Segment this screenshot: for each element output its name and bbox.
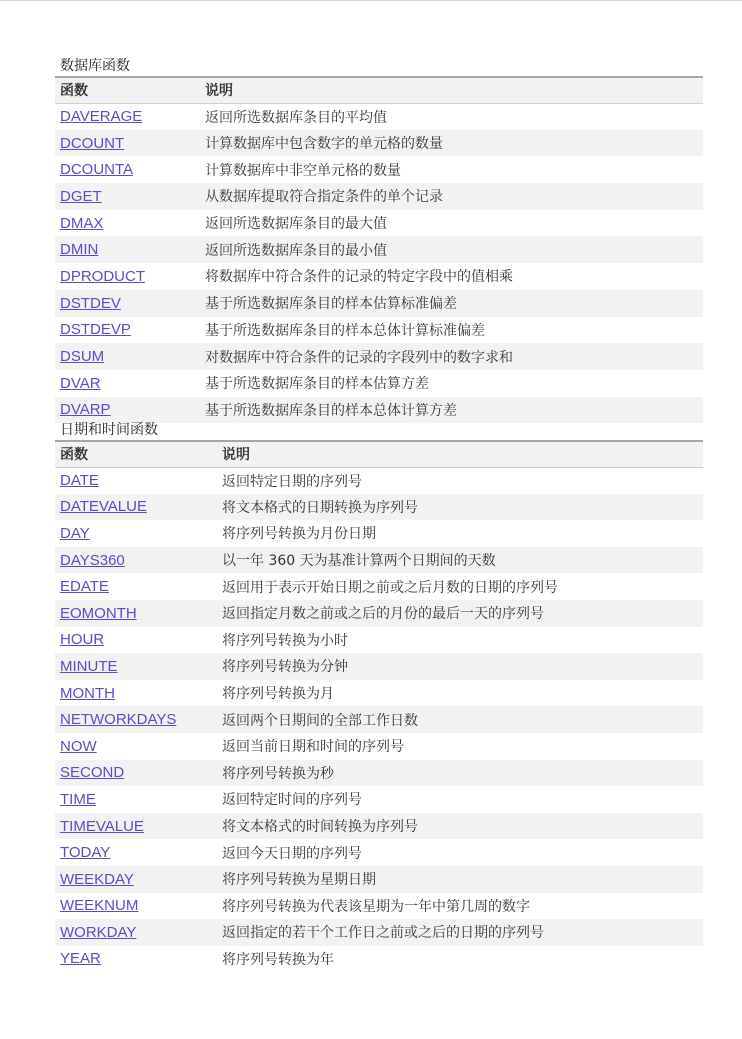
table-row: [55, 183, 703, 210]
function-description: 将序列号转换为月: [222, 686, 334, 703]
function-name-cell: [55, 103, 200, 130]
function-description: 计算数据库中非空单元格的数量: [205, 162, 401, 179]
function-description: 返回指定月数之前或之后的月份的最后一天的序列号: [217, 600, 703, 627]
function-description: 基于所选数据库条目的样本总体计算方差: [200, 397, 703, 424]
function-name-cell: [55, 547, 217, 574]
function-link-time[interactable]: TIME: [60, 790, 96, 808]
function-link-date[interactable]: DATE: [60, 472, 99, 490]
function-link-dmin[interactable]: DMIN: [60, 241, 99, 259]
function-description: 将文本格式的日期转换为序列号: [217, 494, 703, 521]
function-link-weekday[interactable]: WEEKDAY: [60, 870, 134, 888]
function-description: 返回两个日期间的全部工作日数: [217, 706, 703, 733]
function-link-timevalue[interactable]: TIMEVALUE: [60, 817, 144, 835]
column-header-description: 说明: [217, 441, 703, 467]
function-link-dcounta[interactable]: DCOUNTA: [60, 161, 134, 179]
function-name-cell: [55, 317, 200, 344]
function-link-dvar[interactable]: DVAR: [60, 374, 101, 392]
column-header-function: 函数: [55, 77, 200, 103]
section-title-database: 数据库函数: [60, 58, 130, 74]
function-link-days360[interactable]: DAYS360: [60, 551, 125, 569]
function-link-eomonth[interactable]: EOMONTH: [60, 604, 137, 622]
function-name-cell: [55, 263, 200, 290]
function-description: 返回所选数据库条目的最小值: [200, 236, 703, 263]
function-link-dsum[interactable]: DSUM: [60, 348, 105, 366]
function-name-cell: [55, 813, 217, 840]
function-link-now[interactable]: NOW: [60, 737, 97, 755]
function-description: 将序列号转换为年: [222, 951, 334, 968]
database-functions-table: [55, 76, 703, 423]
function-name-cell: [55, 370, 200, 397]
table-row: [55, 236, 703, 263]
column-header-description: 说明: [200, 77, 703, 103]
function-description: 返回用于表示开始日期之前或之后月数的日期的序列号: [222, 579, 558, 596]
function-name-cell: [55, 210, 200, 237]
table-row: [55, 706, 703, 733]
table-row: [55, 760, 703, 787]
function-description: 计算数据库中包含数字的单元格的数量: [200, 130, 703, 157]
function-link-networkdays[interactable]: NETWORKDAYS: [60, 711, 177, 729]
table-row: [55, 573, 703, 600]
table-row: [55, 156, 703, 183]
function-name-cell: [55, 839, 217, 866]
function-name-cell: [55, 919, 217, 946]
datetime-functions-body: [55, 467, 703, 972]
function-name-cell: [55, 760, 217, 787]
table-row: [55, 946, 703, 973]
table-row: [55, 627, 703, 654]
function-description: 返回当前日期和时间的序列号: [222, 739, 404, 756]
table-row: [55, 210, 703, 237]
function-link-dproduct[interactable]: DPRODUCT: [60, 267, 145, 285]
table-row: [55, 290, 703, 317]
function-description: 对数据库中符合条件的记录的字段列中的数字求和: [200, 343, 703, 370]
function-link-year[interactable]: YEAR: [60, 950, 101, 968]
table-row: [55, 343, 703, 370]
function-name-cell: [55, 494, 217, 521]
table-row: [55, 866, 703, 893]
table-header-row: [55, 77, 703, 103]
database-functions-body: [55, 103, 703, 423]
function-name-cell: [55, 236, 200, 263]
function-description: 将序列号转换为分钟: [217, 653, 703, 680]
function-link-hour[interactable]: HOUR: [60, 631, 105, 649]
datetime-functions-table: [55, 440, 703, 972]
function-description: 返回特定日期的序列号: [222, 473, 362, 490]
table-header-row: [55, 441, 703, 467]
function-name-cell: [55, 156, 200, 183]
function-description: 返回所选数据库条目的平均值: [205, 109, 387, 126]
table-row: [55, 813, 703, 840]
function-name-cell: [55, 130, 200, 157]
function-description: 以一年 360 天为基准计算两个日期间的天数: [217, 547, 703, 574]
function-description: 将文本格式的时间转换为序列号: [217, 813, 703, 840]
function-link-dcount[interactable]: DCOUNT: [60, 134, 125, 152]
function-link-day[interactable]: DAY: [60, 524, 90, 542]
function-name-cell: [55, 733, 217, 760]
function-description: 将序列号转换为月份日期: [222, 526, 376, 543]
table-row: [55, 370, 703, 397]
table-row: [55, 919, 703, 946]
function-link-dvarp[interactable]: DVARP: [60, 401, 111, 419]
table-row: [55, 103, 703, 130]
table-row: [55, 653, 703, 680]
table-row: [55, 130, 703, 157]
section-title-datetime: 日期和时间函数: [60, 422, 158, 438]
function-description: 基于所选数据库条目的样本估算标准偏差: [200, 290, 703, 317]
table-row: [55, 520, 703, 547]
table-row: [55, 786, 703, 813]
function-name-cell: [55, 866, 217, 893]
column-header-function: 函数: [55, 441, 217, 467]
function-description: 返回今天日期的序列号: [222, 845, 362, 862]
function-description: 将数据库中符合条件的记录的特定字段中的值相乘: [205, 269, 513, 286]
function-link-today[interactable]: TODAY: [60, 844, 111, 862]
function-name-cell: [55, 680, 217, 707]
page-top-divider: [0, 0, 742, 1]
function-link-minute[interactable]: MINUTE: [60, 657, 118, 675]
function-name-cell: [55, 183, 200, 210]
function-name-cell: [55, 893, 217, 920]
function-description: 将序列号转换为秒: [217, 760, 703, 787]
function-name-cell: [55, 627, 217, 654]
table-row: [55, 494, 703, 521]
function-link-month[interactable]: MONTH: [60, 684, 115, 702]
function-link-datevalue[interactable]: DATEVALUE: [60, 498, 147, 516]
function-description: 返回特定时间的序列号: [222, 792, 362, 809]
function-name-cell: [55, 600, 217, 627]
function-name-cell: [55, 946, 217, 973]
function-link-dmax[interactable]: DMAX: [60, 214, 104, 232]
table-row: [55, 893, 703, 920]
function-description: 将序列号转换为星期日期: [217, 866, 703, 893]
table-row: [55, 263, 703, 290]
table-row: [55, 547, 703, 574]
function-name-cell: [55, 290, 200, 317]
table-row: [55, 839, 703, 866]
table-row: [55, 317, 703, 344]
function-link-weeknum[interactable]: WEEKNUM: [60, 897, 139, 915]
table-row: [55, 680, 703, 707]
function-description: 将序列号转换为小时: [222, 632, 348, 649]
function-name-cell: [55, 343, 200, 370]
function-link-second[interactable]: SECOND: [60, 764, 125, 782]
function-name-cell: [55, 573, 217, 600]
function-link-dstdevp[interactable]: DSTDEVP: [60, 321, 131, 339]
function-name-cell: [55, 653, 217, 680]
table-row: [55, 733, 703, 760]
table-row: [55, 600, 703, 627]
function-description: 返回所选数据库条目的最大值: [205, 216, 387, 233]
function-description: 基于所选数据库条目的样本总体计算标准偏差: [205, 322, 485, 339]
function-description: 将序列号转换为代表该星期为一年中第几周的数字: [222, 898, 530, 915]
function-description: 返回指定的若干个工作日之前或之后的日期的序列号: [217, 919, 703, 946]
function-description: 从数据库提取符合指定条件的单个记录: [200, 183, 703, 210]
function-name-cell: [55, 467, 217, 494]
function-description: 基于所选数据库条目的样本估算方差: [205, 376, 429, 393]
function-link-daverage[interactable]: DAVERAGE: [60, 108, 143, 126]
function-link-edate[interactable]: EDATE: [60, 578, 109, 596]
function-link-dstdev[interactable]: DSTDEV: [60, 294, 121, 312]
function-name-cell: [55, 786, 217, 813]
table-row: [55, 467, 703, 494]
function-link-dget[interactable]: DGET: [60, 187, 102, 205]
function-name-cell: [55, 520, 217, 547]
function-name-cell: [55, 706, 217, 733]
function-link-workday[interactable]: WORKDAY: [60, 923, 137, 941]
